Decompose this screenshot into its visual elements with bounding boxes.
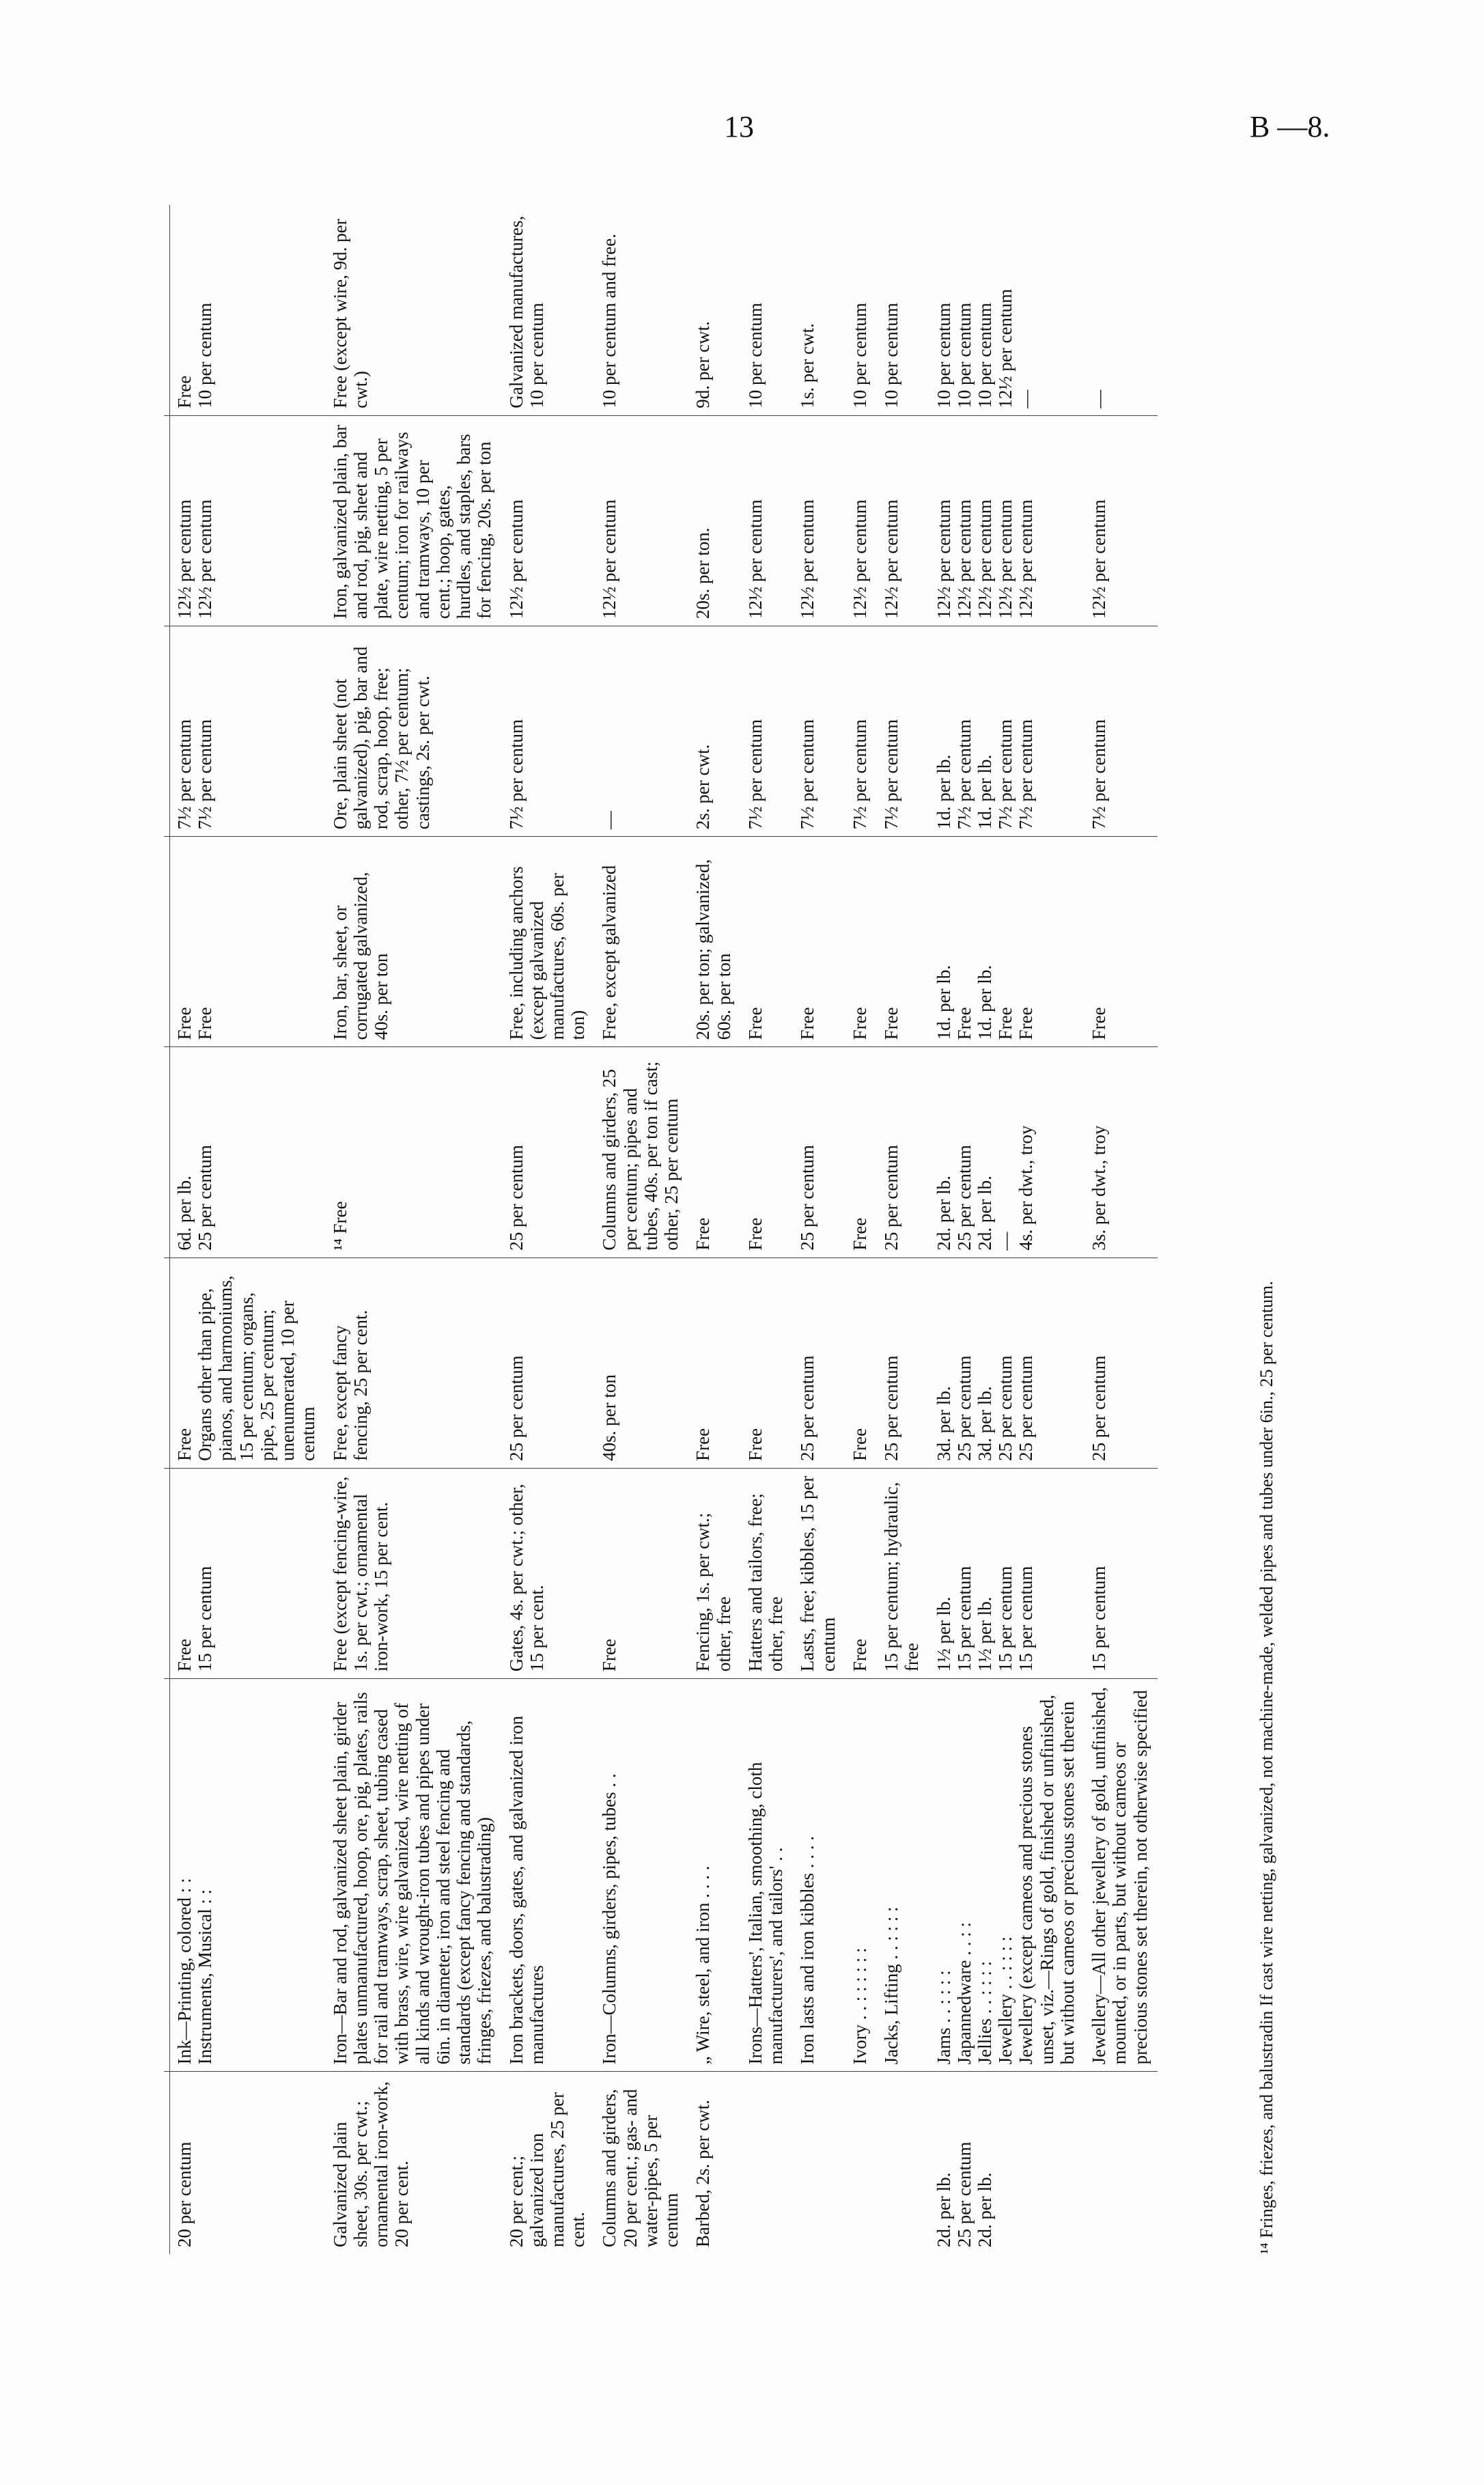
- article-cell: Jams . . : : : : Japannedware . . : : Jellies . . : : : : Jewellery . . : : : : Jewellery (except cameos and precious stones unset, viz.—Rings of gold, finished or unfinished, but without cameos or precious stones set therein: [929, 1679, 1085, 2072]
- rate-cell: Free: [1084, 837, 1158, 1047]
- rate-cell: Free Free: [170, 837, 326, 1047]
- rate-cell: Free: [845, 1047, 877, 1258]
- tariff-table: [164, 205, 1158, 2254]
- rate-cell: 25 per centum: [793, 1258, 845, 1468]
- rate-cell: 15 per centum; hydraulic, free: [877, 1468, 929, 1678]
- rate-cell: 2d. per lb. 25 per centum 2d. per lb.: [933, 2141, 995, 2247]
- table-row: [326, 205, 502, 2254]
- table-row: [688, 205, 740, 2254]
- rate-cell: Free 15 per centum: [170, 1468, 326, 1678]
- rate-cell: 20 per cent.; galvanized iron manufactures, 25 per cent.: [505, 2092, 589, 2247]
- rate-cell: 15 per centum: [1084, 1468, 1158, 1678]
- rate-cell: Galvanized manufactures, 10 per centum: [502, 205, 596, 415]
- rate-cell: 3d. per lb. 25 per centum 3d. per lb. 25 per centum 25 per centum: [929, 1258, 1085, 1468]
- rate-cell: [741, 2072, 793, 2254]
- rate-cell: 20s. per ton.: [688, 415, 740, 626]
- rate-cell: 7½ per centum: [1084, 626, 1158, 836]
- article-cell: Ivory . . : : : : : :: [845, 1679, 877, 2072]
- table-row: [595, 205, 688, 2254]
- rate-cell: 3s. per dwt., troy: [1084, 1047, 1158, 1258]
- rate-cell: Hatters and tailors, free; other, free: [741, 1468, 793, 1678]
- rate-cell: —: [595, 626, 688, 836]
- rate-cell: [1084, 2072, 1158, 2254]
- rate-cell: 7½ per centum: [845, 626, 877, 836]
- table-row: [793, 205, 845, 2254]
- rate-cell: Fencing, 1s. per cwt.; other, free: [688, 1468, 740, 1678]
- rate-cell: 1d. per lb. 7½ per centum 1d. per lb. 7½ per centum 7½ per centum: [929, 626, 1085, 836]
- rate-cell: Free: [741, 1258, 793, 1468]
- table-row: [170, 205, 326, 2254]
- rate-cell: 2s. per cwt.: [688, 626, 740, 836]
- rate-cell: Free: [845, 837, 877, 1047]
- rate-cell: Free (except wire, 9d. per cwt.): [326, 205, 502, 415]
- rate-cell: Columns and girders, 20 per cent.; gas- and water-pipes, 5 per centum: [599, 2089, 682, 2247]
- table-top-rule: [164, 205, 170, 2254]
- rate-cell: 10 per centum 10 per centum 10 per centum 12½ per centum —: [929, 205, 1085, 415]
- rate-cell: Free, except fancy fencing, 25 per cent.: [326, 1258, 502, 1468]
- rate-cell: 10 per centum: [741, 205, 793, 415]
- rate-cell: [793, 2072, 845, 2254]
- rate-cell: 10 per centum: [845, 205, 877, 415]
- rate-cell: Free: [877, 837, 929, 1047]
- rate-cell: 9d. per cwt.: [688, 205, 740, 415]
- rate-cell: 25 per centum: [1084, 1258, 1158, 1468]
- rate-cell: 25 per centum: [877, 1258, 929, 1468]
- article-cell: Jacks, Lifting . . : : : :: [877, 1679, 929, 2072]
- rate-cell: Gates, 4s. per cwt.; other, 15 per cent.: [502, 1468, 596, 1678]
- rate-cell: Galvanized plain sheet, 30s. per cwt.; ornamental iron-work, 20 per cent.: [329, 2081, 412, 2247]
- rate-cell: 10 per centum: [877, 205, 929, 415]
- rate-cell: 7½ per centum: [877, 626, 929, 836]
- footnote: ¹⁴ Fringes, friezes, and balustradin If cast wire netting, galvanized, not machine-made, welded pipes and tubes under 6in., 25 per centum.: [1257, 1281, 1276, 2254]
- rate-cell: 25 per centum: [502, 1258, 596, 1468]
- rate-cell: 12½ per centum: [1084, 415, 1158, 626]
- page-number: 13: [724, 110, 754, 143]
- rate-cell: Free 10 per centum: [170, 205, 326, 415]
- series-code: B —8.: [1250, 110, 1330, 143]
- rate-cell: 40s. per ton: [595, 1258, 688, 1468]
- rate-cell: Free: [741, 1047, 793, 1258]
- rate-cell: 25 per centum: [793, 1047, 845, 1258]
- rate-cell: 12½ per centum: [741, 415, 793, 626]
- rate-cell: ¹⁴ Free: [326, 1047, 502, 1258]
- rate-cell: 12½ per centum 12½ per centum 12½ per centum 12½ per centum 12½ per centum: [929, 415, 1085, 626]
- rate-cell: 7½ per centum 7½ per centum: [170, 626, 326, 836]
- rate-cell: 7½ per centum: [502, 626, 596, 836]
- rotated-tariff-table: [164, 205, 1318, 2254]
- rate-cell: 7½ per centum: [741, 626, 793, 836]
- rate-cell: 25 per centum: [502, 1047, 596, 1258]
- rate-cell: Ore, plain sheet (not galvanized), pig, bar and rod, scrap, hoop, free; other, 7½ per centum; castings, 2s. per cwt.: [326, 626, 502, 836]
- rate-cell: Free, including anchors (except galvanized manufactures, 60s. per ton): [502, 837, 596, 1047]
- article-cell: Iron—Columns, girders, pipes, tubes . .: [595, 1679, 688, 2072]
- rate-cell: Free, except galvanized: [595, 837, 688, 1047]
- rate-cell: 6d. per lb. 25 per centum: [170, 1047, 326, 1258]
- table-row: [502, 205, 596, 2254]
- rate-cell: 20s. per ton; galvanized, 60s. per ton: [688, 837, 740, 1047]
- rate-cell: —: [1084, 205, 1158, 415]
- rate-cell: 1d. per lb. Free 1d. per lb. Free Free: [929, 837, 1085, 1047]
- rate-cell: 1½ per lb. 15 per centum 1½ per lb. 15 per centum 15 per centum: [929, 1468, 1085, 1678]
- rate-cell: 25 per centum: [877, 1047, 929, 1258]
- rate-cell: 12½ per centum: [793, 415, 845, 626]
- rate-cell: 12½ per centum: [595, 415, 688, 626]
- rate-cell: 2d. per lb. 25 per centum 2d. per lb. — 4s. per dwt., troy: [929, 1047, 1085, 1258]
- table-row: [741, 205, 793, 2254]
- rate-cell: 12½ per centum: [877, 415, 929, 626]
- article-cell: Iron brackets, doors, gates, and galvanized iron manufactures: [502, 1679, 596, 2072]
- rate-cell: Free: [845, 1468, 877, 1678]
- rate-cell: Lasts, free; kibbles, 15 per centum: [793, 1468, 845, 1678]
- rate-cell: 12½ per centum: [502, 415, 596, 626]
- rate-cell: Free Organs other than pipe, pianos, and harmoniums, 15 per centum; organs, pipe, 25 per centum; unenumerated, 10 per centum: [170, 1258, 326, 1468]
- rate-cell: [877, 2072, 929, 2254]
- article-cell: Irons—Hatters', Italian, smoothing, cloth manufacturers', and tailors' . .: [741, 1679, 793, 2072]
- rate-cell: 12½ per centum 12½ per centum: [170, 415, 326, 626]
- article-cell: Ink—Printing, colored : : Instruments, Musical : :: [170, 1679, 326, 2072]
- rate-cell: Free: [688, 1258, 740, 1468]
- rate-cell: Columns and girders, 25 per centum; pipes and tubes, 40s. per ton if cast; other, 25 per centum: [595, 1047, 688, 1258]
- table-body: [170, 205, 1158, 2254]
- rate-cell: [845, 2072, 877, 2254]
- rate-cell: Iron, galvanized plain, bar and rod, pig, sheet and plate, wire netting, 5 per centum; iron for railways and tramways, 10 per cent.; hoop, gates, hurdles, and staples, bars for fencing, 20s. per ton: [326, 415, 502, 626]
- rate-cell: Free: [793, 837, 845, 1047]
- rate-cell: 10 per centum and free.: [595, 205, 688, 415]
- rate-cell: 1s. per cwt.: [793, 205, 845, 415]
- rate-cell: Free: [845, 1258, 877, 1468]
- rate-cell: Free: [595, 1468, 688, 1678]
- article-cell: Iron—Bar and rod, galvanized sheet plain, girder plates unmanufactured, hoop, ore, pig, plates, rails for rail and tramways, scrap, sheet, tubing cased with brass, wire, wire galvanized, wire netting of all kinds and wrought-iron tubes and pipes under 6in. in diameter, iron and steel fencing and standards (except fancy fencing and standards, fringes, friezes, and balustrading): [326, 1679, 502, 2072]
- article-cell: Iron lasts and iron kibbles . . . .: [793, 1679, 845, 2072]
- article-cell: „ Wire, steel, and iron . . . .: [688, 1679, 740, 2072]
- rate-cell: 12½ per centum: [845, 415, 877, 626]
- rate-cell: 20 per centum: [174, 2141, 195, 2247]
- table-row: [877, 205, 929, 2254]
- rate-cell: Free: [688, 1047, 740, 1258]
- rate-cell: Free (except fencing-wire, 1s. per cwt.; ornamental iron-work, 15 per cent.: [326, 1468, 502, 1678]
- rate-cell: Free: [741, 837, 793, 1047]
- rate-cell: Iron, bar, sheet, or corrugated galvanized, 40s. per ton: [326, 837, 502, 1047]
- rate-cell: Barbed, 2s. per cwt.: [692, 2100, 714, 2247]
- rate-cell: 7½ per centum: [793, 626, 845, 836]
- table-row: [1084, 205, 1158, 2254]
- article-cell: Jewellery—All other jewellery of gold, unfinished, mounted, or in parts, but without cameos or precious stones set therein, not otherwise specified: [1084, 1679, 1158, 2072]
- table-row: [929, 205, 1085, 2254]
- table-row: [845, 205, 877, 2254]
